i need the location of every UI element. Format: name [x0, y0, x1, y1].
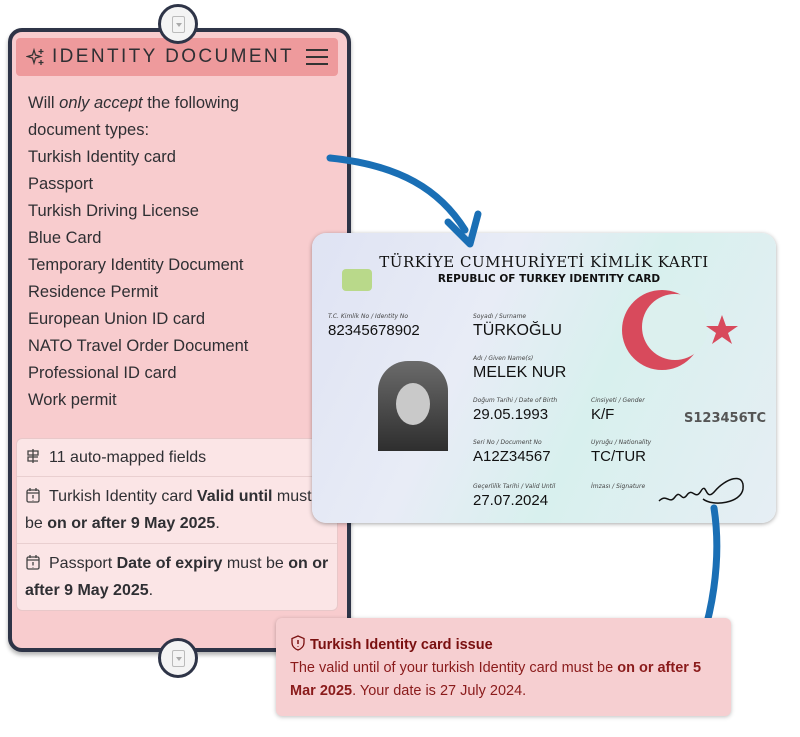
gender: K/F [591, 406, 615, 423]
dob-label: Doğum Tarihi / Date of Birth [473, 397, 558, 404]
doc-type: Turkish Driving License [28, 202, 199, 220]
doc-type: Professional ID card [28, 364, 177, 382]
surname-label: Soyadı / Surname [473, 313, 527, 320]
error-message: The valid until of your turkish Identity card must be on or after 5 Mar 2025. Your date is 27 July 2024. [290, 660, 702, 699]
given-name: MELEK NUR [473, 364, 567, 381]
nationality: TC/TUR [591, 448, 646, 465]
signature-label: İmzası / Signature [591, 483, 646, 490]
valid-until-label: Geçerlilik Tarihi / Valid Until [473, 483, 556, 490]
doc-type: Blue Card [28, 229, 102, 247]
doc-type: NATO Travel Order Document [28, 337, 249, 355]
nationality-label: Uyruğu / Nationality [591, 439, 652, 446]
id-label: T.C. Kimlik No / Identity No [328, 313, 409, 320]
given-label: Adı / Given Name(s) [473, 355, 534, 362]
doc-type: Turkish Identity card [28, 148, 176, 166]
doc-label: Seri No / Document No [473, 439, 542, 446]
rule-passport: Passport Date of expiry must be on or after 9 May 2025. [17, 543, 337, 610]
serial-ghost: S123456TC [684, 411, 767, 426]
surname: TÜRKOĞLU [473, 322, 562, 339]
auto-mapped-fields[interactable]: 11 auto-mapped fields [17, 439, 337, 476]
validation-error-callout [276, 618, 731, 716]
valid-until: 27.07.2024 [473, 492, 549, 509]
card-subtitle: REPUBLIC OF TURKEY IDENTITY CARD [437, 273, 661, 285]
shield-alert-icon [290, 635, 306, 651]
doc-type: Residence Permit [28, 283, 159, 301]
intro-text: Will only accept the following [28, 94, 239, 112]
document-number: A12Z34567 [473, 448, 551, 465]
doc-type: Work permit [28, 391, 117, 409]
arrow-to-card [330, 158, 465, 230]
rule-identity-card: Turkish Identity card Valid until must be on or after 9 May 2025. [17, 476, 337, 543]
doc-type: Passport [28, 175, 94, 193]
error-title: Turkish Identity card issue [290, 634, 717, 657]
id-number: 82345678902 [328, 322, 420, 339]
intro-text-line2: document types: [28, 121, 150, 139]
gender-label: Cinsiyeti / Gender [591, 397, 645, 404]
doc-type: Temporary Identity Document [28, 256, 244, 274]
panel-title: IDENTITY DOCUMENT [52, 46, 295, 67]
doc-type: European Union ID card [28, 310, 206, 328]
card-title: TÜRKİYE CUMHURİYETİ KİMLİK KARTI [379, 253, 709, 271]
date-of-birth: 29.05.1993 [473, 406, 549, 423]
